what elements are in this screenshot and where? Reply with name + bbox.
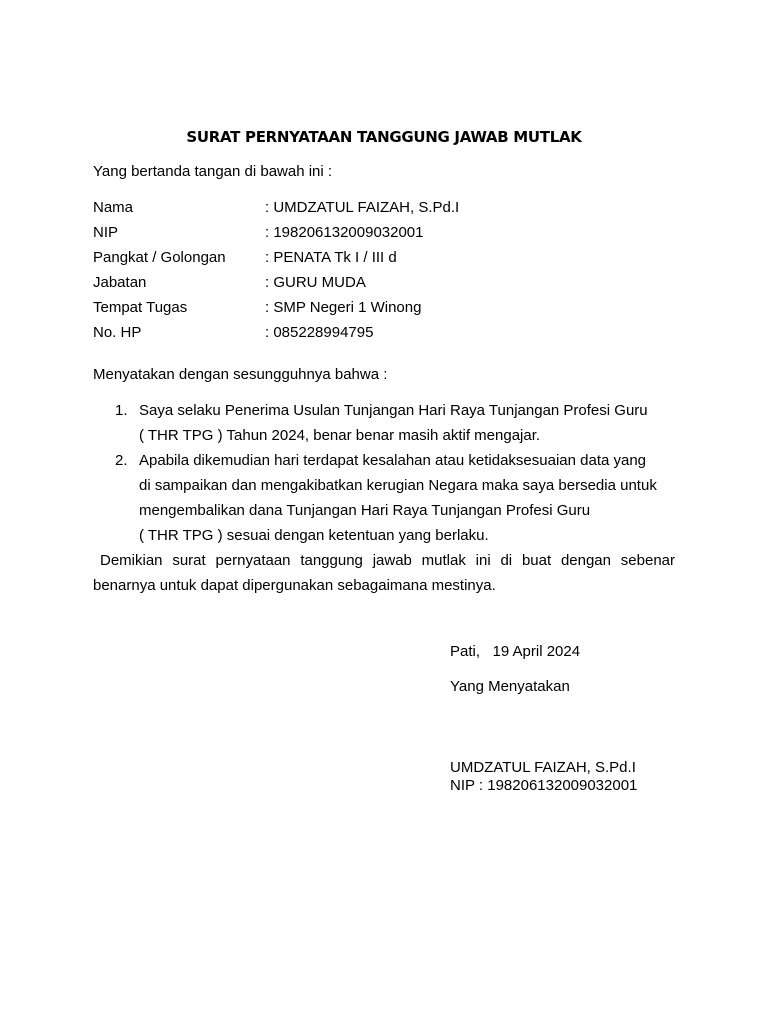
list-text (139, 398, 675, 448)
field-value: : 085228994795 (265, 324, 374, 341)
closing-paragraph: Demikian surat pernyataan tanggung jawab mutlak ini di buat dengan sebenar benarnya untuk dapat dipergunakan sebagaimana mestinya. (93, 552, 675, 594)
list-text (139, 448, 675, 548)
field-value: : UMDZATUL FAIZAH, S.Pd.I (265, 199, 460, 216)
list-number: 2. (115, 452, 128, 469)
field-row-pangkat (93, 248, 459, 273)
statement-line: ( THR TPG ) Tahun 2024, benar benar masih aktif mengajar. (139, 427, 541, 444)
field-row-nip (93, 223, 459, 248)
declarer-label: Yang Menyatakan (450, 678, 570, 695)
statement-line: Saya selaku Penerima Usulan Tunjangan Hari Raya Tunjangan Profesi Guru (139, 402, 648, 419)
field-label: Nama (93, 199, 134, 216)
field-row-nama (93, 198, 459, 223)
statement-line: Apabila dikemudian hari terdapat kesalahan atau ketidaksesuaian data yang (139, 452, 647, 469)
signature-block (450, 642, 638, 794)
statement-line: mengembalikan dana Tunjangan Hari Raya Tunjangan Profesi Guru (139, 502, 591, 519)
field-row-jabatan (93, 273, 459, 298)
list-item (115, 398, 675, 448)
field-value: : SMP Negeri 1 Winong (265, 299, 422, 316)
field-row-tempat-tugas (93, 298, 459, 323)
list-number: 1. (115, 402, 128, 419)
identity-fields (93, 198, 459, 348)
place-date: Pati, 19 April 2024 (450, 643, 581, 660)
document-title: SURAT PERNYATAAN TANGGUNG JAWAB MUTLAK (186, 128, 582, 146)
field-label: NIP (93, 224, 119, 241)
field-label: Pangkat / Golongan (93, 249, 226, 266)
statement-line: di sampaikan dan mengakibatkan kerugian Negara maka saya bersedia untuk (139, 477, 657, 494)
field-label: Tempat Tugas (93, 299, 188, 316)
signer-nip: NIP : 198206132009032001 (450, 777, 638, 794)
signer-name: UMDZATUL FAIZAH, S.Pd.I (450, 759, 636, 776)
statement-list (115, 398, 675, 548)
field-label: Jabatan (93, 274, 147, 291)
list-item (115, 448, 675, 548)
field-row-no-hp (93, 323, 459, 348)
field-value: : PENATA Tk I / III d (265, 249, 397, 266)
field-label: No. HP (93, 324, 142, 341)
statement-line: ( THR TPG ) sesuai dengan ketentuan yang berlaku. (139, 527, 489, 544)
declaration-intro: Menyatakan dengan sesungguhnya bahwa : (93, 366, 388, 383)
intro-text: Yang bertanda tangan di bawah ini : (93, 163, 333, 180)
field-value: : GURU MUDA (265, 274, 366, 291)
field-value: : 198206132009032001 (265, 224, 424, 241)
